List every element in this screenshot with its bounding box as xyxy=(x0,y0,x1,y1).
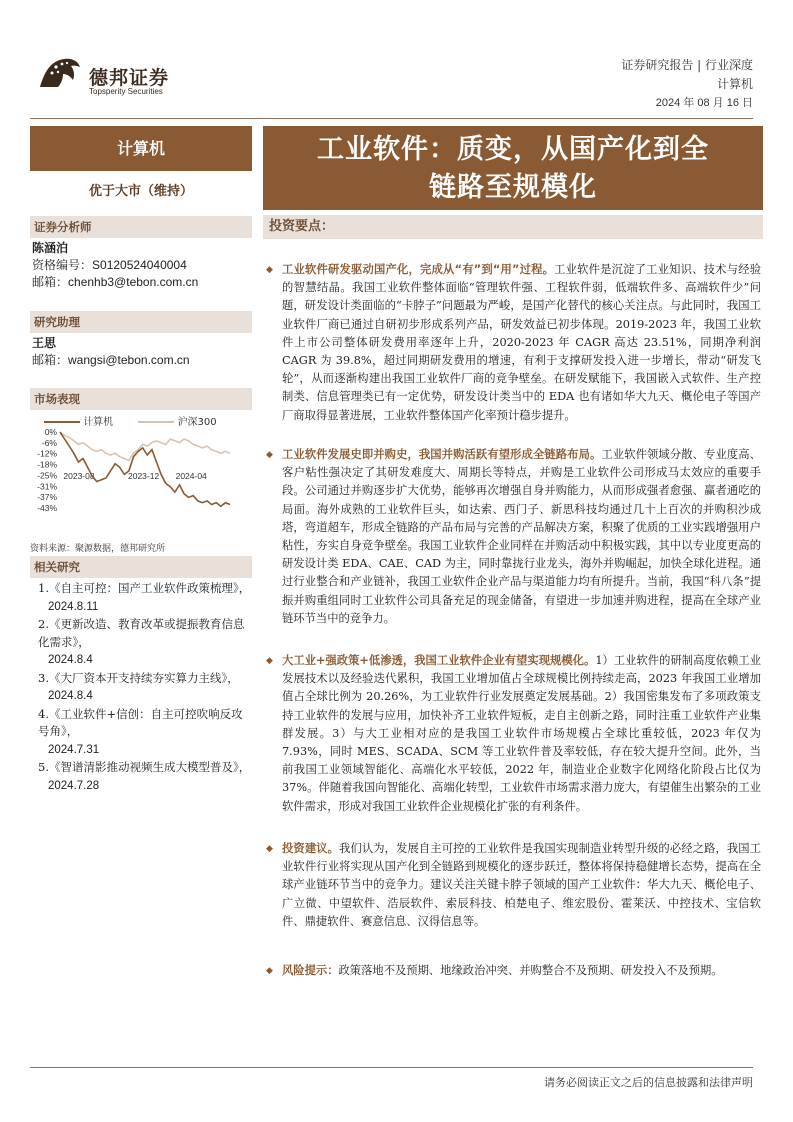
analyst-section-head: 证券分析师 xyxy=(30,216,252,238)
keypoint-paragraph-4 xyxy=(266,840,761,931)
related-item[interactable]: 3.《大厂资本开支持续夯实算力主线》， 2024.8.4 xyxy=(38,670,239,702)
y-tick-label: -25% xyxy=(37,470,57,481)
y-tick-label: 0% xyxy=(44,427,57,437)
x-tick-label: 2023-08 xyxy=(63,471,95,482)
related-item[interactable]: 1.《自主可控：国产工业软件政策梳理》， 2024.8.11 xyxy=(38,581,251,613)
logo-text-cn: 德邦证券 xyxy=(89,67,170,89)
related-item[interactable]: 2.《更新改造、教育改革或提振教育信息化需求》， 2024.8.4 xyxy=(38,617,245,666)
keypoint-body-5: 政策落地不及预期、地缘政治冲突、并购整合不及预期、研发投入不及预期。 xyxy=(338,964,723,977)
legend-swatch-hs300 xyxy=(138,421,174,423)
keypoint-paragraph-2 xyxy=(266,446,761,628)
assistant-name: 王思 xyxy=(32,336,57,350)
assistant-section-head: 研究助理 xyxy=(30,311,252,333)
y-tick-label: -12% xyxy=(37,448,57,459)
series-line-hs300 xyxy=(60,432,230,460)
keypoint-lead-4: 投资建议。 xyxy=(282,842,340,855)
keypoint-paragraph-1 xyxy=(266,261,761,425)
report-type: 证券研究报告 | 行业深度 xyxy=(621,58,753,72)
keypoint-paragraph-3 xyxy=(266,652,761,816)
market-section-head: 市场表现 xyxy=(30,388,252,410)
title-line-1: 工业软件：质变，从国产化到全 xyxy=(317,134,709,165)
report-industry: 计算机 xyxy=(716,77,753,91)
market-chart xyxy=(30,426,252,526)
x-tick-label: 2023-12 xyxy=(128,471,160,482)
analyst-email[interactable]: chenhb3@tebon.com.cn xyxy=(68,275,199,289)
chart-source: 资料来源：聚源数据，德邦研究所 xyxy=(30,544,166,554)
bullet-icon: ◆ xyxy=(266,265,273,275)
keypoint-paragraph-5 xyxy=(266,962,761,980)
y-tick-label: -37% xyxy=(37,492,57,503)
email-label: 邮箱： xyxy=(32,275,69,289)
legend-swatch-computer xyxy=(44,421,80,423)
legend-label-hs300: 沪深300 xyxy=(177,417,217,428)
logo-icon xyxy=(38,53,82,89)
sector-label: 计算机 xyxy=(30,126,252,171)
keypoint-lead-3: 大工业+强政策+低渗透，我国工业软件企业有望实现规模化。 xyxy=(282,654,596,667)
y-tick-label: -6% xyxy=(41,437,57,448)
related-section-head: 相关研究 xyxy=(30,556,252,578)
keypoint-body-2: 工业软件领域分散、专业度高、客户粘性强决定了其研发难度大、周期长等特点，并购是工业软件公司形成马太效应的重要手段。公司通过并购逐步扩大优势，能够再次增强自身并购能力，从而形成强者愈强、赢者通吃的局面。海外成熟的工业软件巨头，如达索、西门子、新思科技均通过几十上百次的并购积沙成塔，弯道超车，形成全链路的产品布局与完善的产品解决方案，积聚了优质的工业实践增强用户粘性，夯实自身竞争壁垒。我国工业软件企业同样在并购活动中积极实践，其中以专业度更高的研发设计类 EDA、CAE、CAD 为主，同时靠拢行业龙头，海外并购崛起，加快全球化进程。通过行业整合和产业链补，我国工业软件企业产品与渠道能力均有所提升。当前，我国“科八条”提振并购重组同时工业软件公司具备充足的现金储备，有望进一步加速并购进程，提高在全球产业链环节当中的竞争力。 xyxy=(282,448,761,625)
analyst-cert: S0120524040004 xyxy=(92,258,187,272)
header-divider xyxy=(30,118,753,119)
y-tick-label: -18% xyxy=(37,459,57,470)
bullet-icon: ◆ xyxy=(266,450,273,460)
cert-label: 资格编号： xyxy=(32,258,93,272)
series-line-computer xyxy=(60,432,230,506)
logo-text-en: Topsperity Securities xyxy=(89,87,163,96)
analyst-info xyxy=(32,240,198,291)
analyst-name: 陈涵泊 xyxy=(32,241,69,255)
report-meta xyxy=(621,56,753,113)
report-title xyxy=(263,126,763,210)
keypoint-body-1: 工业软件是沉淀了工业知识、技术与经验的智慧结晶。我国工业软件整体面临“管理软件强、工程软件弱，低端软件多、高端软件少”问题，研发设计类面临的“卡脖子”问题最为严峻，是国产化替代的核心关注点。与此同时，我国工业软件厂商已通过自研初步形成系列产品，研发效益已初步体现。2019-2023 年，我国工业软件上市公司整体研发费用率逐年上升，2020-2023 年 CAGR 高达 23.51%，同期净利润 CAGR 为 39.8%，超过同期研发费用的增速，有利于支撑研发投入进一步增长，带动“研发飞轮”，从而逐渐构建出我国工业软件厂商的竞争壁垒。在研发赋能下，我国嵌入式软件、生产控制类、信息管理类已有一定优势，研发设计类当中的 EDA 也有诸如华大九天、概伦电子等国产厂商取得显著进展，工业软件整体国产化率预计稳步提升。 xyxy=(282,263,761,422)
bullet-icon: ◆ xyxy=(266,844,273,854)
title-line-2: 链路至规模化 xyxy=(429,172,597,203)
bullet-icon: ◆ xyxy=(266,656,273,666)
keypoints-heading: 投资要点： xyxy=(263,215,763,239)
keypoint-body-4: 我们认为，发展自主可控的工业软件是我国实现制造业转型升级的必经之路，我国工业软件行业将实现从国产化到全链路到规模化的逐步跃迁，整体将保持稳健增长态势，提高在全球产业链环节当中的竞争力。建议关注关键卡脖子领域的国产工业软件：华大九天、概伦电子、广立微、中望软件、浩辰软件、索辰科技、柏楚电子、维宏股份、霍莱沃、中控技术、宝信软件、鼎捷软件、赛意信息、汉得信息等。 xyxy=(282,842,761,928)
footer-divider xyxy=(30,1067,753,1068)
assistant-info xyxy=(32,335,190,369)
keypoint-body-3: 1）工业软件的研制高度依赖工业发展技术以及经验迭代累积，我国工业增加值占全球规模比例持续走高，2023 年我国工业增加值占全球比例为 20.26%，为工业软件行业发展奠定发展基础。2）我国密集发布了多项政策支持工业软件的发展与应用，加快补齐工业软件短板，走自主创新之路，同时注重工业软件产业集群发展。3）与大工业相对应的是我国工业软件市场规模占全球比重较低，2023 年仅为 7.93%，同时 MES、SCADA、SCM 等工业软件普及率较低，存在较大提升空间。此外，当前我国工业领域智能化、高端化水平较低，2022 年，制造业企业数字化网络化阶段占比仅为 37%。伴随着我国向智能化、高端化转型，工业软件市场需求潜力庞大，有望催生出繁杂的工业软件需求，形成对我国工业软件企业规模化扩张的有利条件。 xyxy=(282,654,761,813)
keypoint-lead-2: 工业软件发展史即并购史，我国并购活跃有望形成全链路布局。 xyxy=(282,448,602,461)
assistant-email[interactable]: wangsi@tebon.com.cn xyxy=(68,353,190,367)
report-date: 2024 年 08 月 16 日 xyxy=(655,97,753,109)
y-tick-label: -43% xyxy=(37,503,57,513)
keypoint-lead-1: 工业软件研发驱动国产化，完成从“有”到“用”过程。 xyxy=(282,263,555,276)
related-research-list xyxy=(38,580,252,795)
footer-disclaimer[interactable]: 请务必阅读正文之后的信息披露和法律声明 xyxy=(544,1076,753,1089)
keypoint-lead-5: 风险提示： xyxy=(282,964,339,977)
email-label: 邮箱： xyxy=(32,353,69,367)
y-tick-label: -31% xyxy=(37,481,57,492)
related-item[interactable]: 5.《智谱清影推动视频生成大模型普及》， 2024.7.28 xyxy=(38,760,251,792)
rating: 优于大市（维持） xyxy=(88,184,193,199)
legend-label-computer: 计算机 xyxy=(83,417,114,428)
related-item[interactable]: 4.《工业软件+信创：自主可控吹响反攻号角》， 2024.7.31 xyxy=(38,706,243,756)
bullet-icon: ◆ xyxy=(266,966,273,976)
x-tick-label: 2024-04 xyxy=(175,471,207,482)
